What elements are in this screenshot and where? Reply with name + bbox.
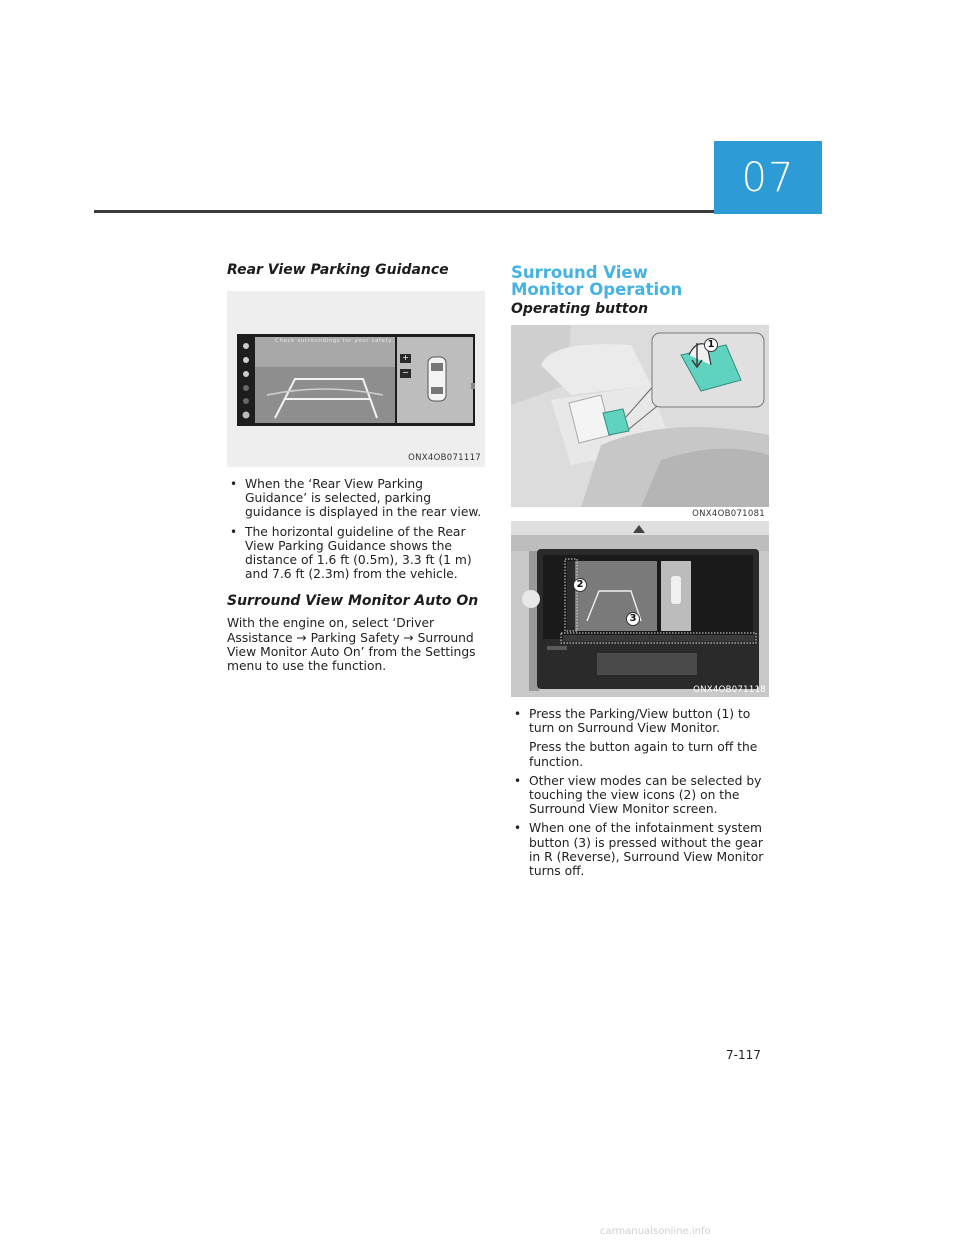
svm-bullets-cont bbox=[511, 774, 773, 878]
page-number: 7-117 bbox=[726, 1048, 761, 1062]
svm-bullets bbox=[511, 707, 773, 735]
rear-view-screen-illustration bbox=[227, 291, 485, 467]
zoom-in-button: + bbox=[402, 353, 409, 362]
callout-3: 3 bbox=[626, 612, 640, 626]
bullet-item: • When one of the infotainment system button (3) is pressed without the gear in R (Reverse), Surround View Monitor turns off. bbox=[511, 821, 773, 878]
callout-2: 2 bbox=[573, 578, 587, 592]
rear-view-banner-text: Check surroundings for your safety. bbox=[275, 338, 394, 344]
zoom-out-button: − bbox=[402, 368, 409, 377]
left-column bbox=[227, 262, 487, 673]
chapter-number: 07 bbox=[741, 154, 795, 201]
chapter-tab bbox=[714, 141, 822, 214]
bullet-item: • Other view modes can be selected by touching the view icons (2) on the Surround View Monitor screen. bbox=[511, 774, 773, 817]
subsection-title-operating-button: Operating button bbox=[511, 301, 649, 317]
bullet-item: • The horizontal guideline of the Rear View Parking Guidance shows the distance of 1.6 ft (0.5m), 3.3 ft (1 m) and 7.6 ft (2.3m) from the vehicle. bbox=[227, 525, 487, 582]
bullet-item: • When the ‘Rear View Parking Guidance’ is selected, parking guidance is displayed in the rear view. bbox=[227, 477, 487, 520]
section-title-svm: Surround View Monitor Operation bbox=[511, 263, 683, 299]
bullet-item: • Press the Parking/View button (1) to turn on Surround View Monitor. bbox=[511, 707, 773, 735]
right-column bbox=[511, 262, 773, 883]
section-title-auto-on: Surround View Monitor Auto On bbox=[227, 593, 479, 610]
section-title-rear-view: Rear View Parking Guidance bbox=[227, 262, 449, 278]
watermark: carmanualsonline.info bbox=[600, 1226, 711, 1237]
infotainment-illustration bbox=[511, 521, 769, 697]
rear-view-bullets bbox=[227, 477, 487, 581]
bullet-sub-paragraph: Press the button again to turn off the function. bbox=[529, 740, 758, 769]
figure-rear-view-screen bbox=[227, 291, 485, 467]
figure-operating-button bbox=[511, 325, 769, 519]
figure-caption: ONX4OB071117 bbox=[408, 453, 481, 463]
figure-caption: ONX4OB071118 bbox=[693, 685, 766, 695]
auto-on-text: With the engine on, select ‘Driver Assistance → Parking Safety → Surround View Monitor Auto On’ from the Settings menu to use the function. bbox=[227, 616, 476, 674]
figure-infotainment bbox=[511, 521, 769, 697]
figure-caption: ONX4OB071081 bbox=[692, 509, 765, 519]
console-button-illustration bbox=[511, 325, 769, 507]
callout-1: 1 bbox=[704, 338, 718, 352]
header-rule bbox=[94, 210, 714, 213]
